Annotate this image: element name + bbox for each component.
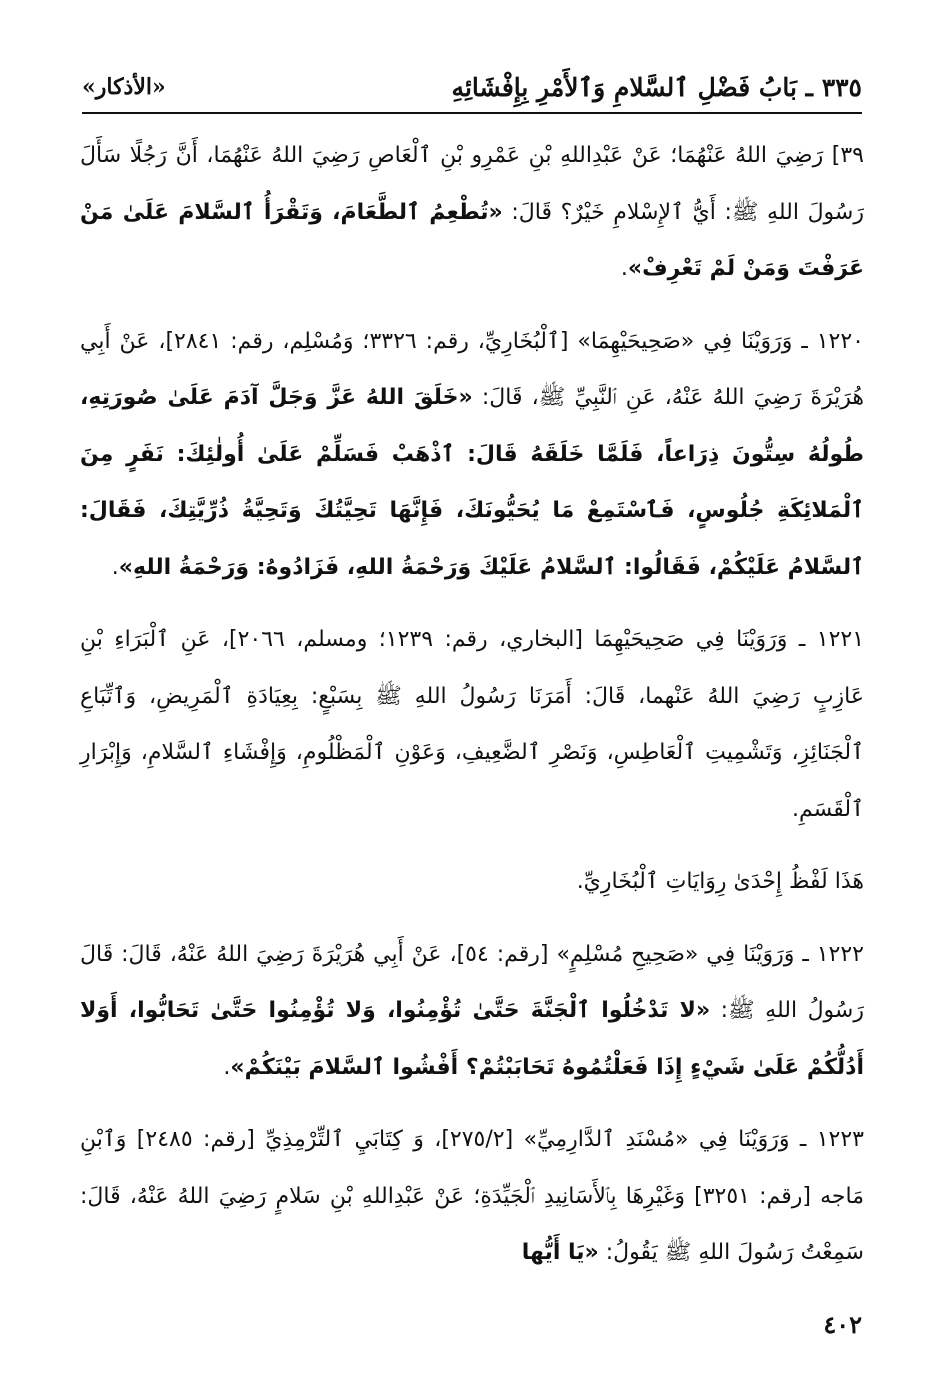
- paragraph-note: [80, 854, 864, 911]
- paragraph-hadith-1223: [80, 1112, 864, 1282]
- paragraph-hadith-1222: [80, 927, 864, 1097]
- text-segment: هَذَا لَفْظُ إِحْدَىٰ رِوَايَاتِ ٱلْبُخَارِيِّ.: [576, 869, 864, 894]
- text-segment: .: [111, 554, 119, 580]
- book-name: «الأذكار»: [82, 74, 166, 100]
- paragraph-hadith-1221: [80, 612, 864, 838]
- text-segment: ١٢٢٠ ـ وَرَوَيْنَا فِي «صَحِيحَيْهِمَا» [ٱلْبُخَارِيِّ، رقم: ٣٣٢٦؛ وَمُسْلِم، رقم: ٢٨٤١]، عَنْ أَبِي هُرَيْرَةَ رَضِيَ اللهُ عَنْهُ، عَنِ ٱلنَّبِيِّ ﷺ، قَالَ:: [80, 328, 864, 410]
- hadith-quote: «تُطْعِمُ ٱلطَّعَامَ، وَتَقْرَأُ ٱلسَّلامَ عَلَىٰ مَنْ عَرَفْتَ وَمَنْ لَمْ تَعْرِفْ»: [80, 199, 864, 281]
- page-body: [80, 128, 864, 1298]
- paragraph-hadith-39: [80, 128, 864, 298]
- text-segment: ١٢٢٢ ـ وَرَوَيْنَا فِي «صَحِيحِ مُسْلِمٍ» [رقم: ٥٤]، عَنْ أَبِي هُرَيْرَةَ رَضِيَ اللهُ عَنْهُ، قَالَ: قَالَ رَسُولُ اللهِ ﷺ:: [80, 941, 864, 1023]
- text-segment: .: [223, 1054, 231, 1080]
- text-segment: .: [620, 256, 628, 281]
- text-segment: ١٢٢١ ـ وَرَوَيْنَا فِي صَحِيحَيْهِمَا [البخاري، رقم: ١٢٣٩؛ ومسلم، ٢٠٦٦]، عَنِ ٱلْبَرَاءِ بْنِ عَازِبٍ رَضِيَ اللهُ عَنْهما، قَالَ: أَمَرَنَا رَسُولُ اللهِ ﷺ بِسَبْعٍ: بِعِيَادَةِ ٱلْمَرِيضِ، وَٱتِّبَاعِ ٱلْجَنَائِزِ، وَتَشْمِيتِ ٱلْعَاطِسِ، وَنَصْرِ ٱلضَّعِيفِ، وَعَوْنِ ٱلْمَظْلُومِ، وَإِفْشَاءِ ٱلسَّلامِ، وَإِبْرَارِ ٱلْقَسَمِ.: [80, 627, 865, 822]
- hadith-quote: «خَلَقَ اللهُ عَزَّ وَجَلَّ آدَمَ عَلَىٰ صُورَتِهِ، طُولُهُ سِتُّونَ ذِرَاعاً، فَلَمَّا خَلَقَهُ قَالَ: ٱذْهَبْ فَسَلِّمْ عَلَىٰ أُولٰئِكَ: نَفَرٍ مِنَ ٱلْمَلائِكَةِ جُلُوسٍ، فَٱسْتَمِعْ مَا يُحَيُّونَكَ، فَإِنَّهَا تَحِيَّتُكَ وَتَحِيَّةُ ذُرِّيَّتِكَ، فَقَالَ: ٱلسَّلامُ عَلَيْكُمْ، فَقَالُوا: ٱلسَّلامُ عَلَيْكَ وَرَحْمَةُ اللهِ، فَزَادُوهُ: وَرَحْمَةُ اللهِ»: [80, 385, 864, 580]
- hadith-quote: «لا تَدْخُلُوا ٱلْجَنَّةَ حَتَّىٰ تُؤْمِنُوا، وَلا تُؤْمِنُوا حَتَّىٰ تَحَابُّوا، أَوَلا أَدُلُّكُمْ عَلَىٰ شَيْءٍ إِذَا فَعَلْتُمُوهُ تَحَابَبْتُمْ؟ أَفْشُوا ٱلسَّلامَ بَيْنَكُمْ»: [80, 998, 864, 1080]
- page-number: ٤٠٢: [823, 1310, 862, 1339]
- paragraph-hadith-1220: [80, 314, 864, 597]
- text-segment: ٣٩] رَضِيَ اللهُ عَنْهُمَا؛ عَنْ عَبْدِاللهِ بْنِ عَمْرِو بْنِ ٱلْعَاصِ رَضِيَ اللهُ عَنْهُمَا، أَنَّ رَجُلًا سَأَلَ رَسُولَ اللهِ ﷺ: أَيُّ ٱلإِسْلامِ خَيْرٌ؟ قَالَ:: [80, 143, 864, 225]
- text-segment: ١٢٢٣ ـ وَرَوَيْنَا فِي «مُسْنَدِ ٱلدَّارِمِيِّ» [٢٧٥/٢]، وَ كِتَابَيِ ٱلتِّرْمِذِيِّ [رقم: ٢٤٨٥] وَٱبْنِ مَاجه [رقم: ٣٢٥١] وَغَيْرِهَا بِٱلأَسَانِيدِ ٱلْجَيِّدَةِ؛ عَنْ عَبْدِاللهِ بْنِ سَلامٍ رَضِيَ اللهُ عَنْهُ، قَالَ: سَمِعْتُ رَسُولَ اللهِ ﷺ يَقُولُ:: [80, 1127, 864, 1265]
- page-header: [82, 62, 862, 114]
- running-title: ٣٣٥ ـ بَابُ فَضْلِ ٱلسَّلامِ وَٱلأَمْرِ بِإِفْشَائِهِ: [451, 72, 862, 102]
- hadith-quote: «يَا أَيُّها: [521, 1240, 599, 1265]
